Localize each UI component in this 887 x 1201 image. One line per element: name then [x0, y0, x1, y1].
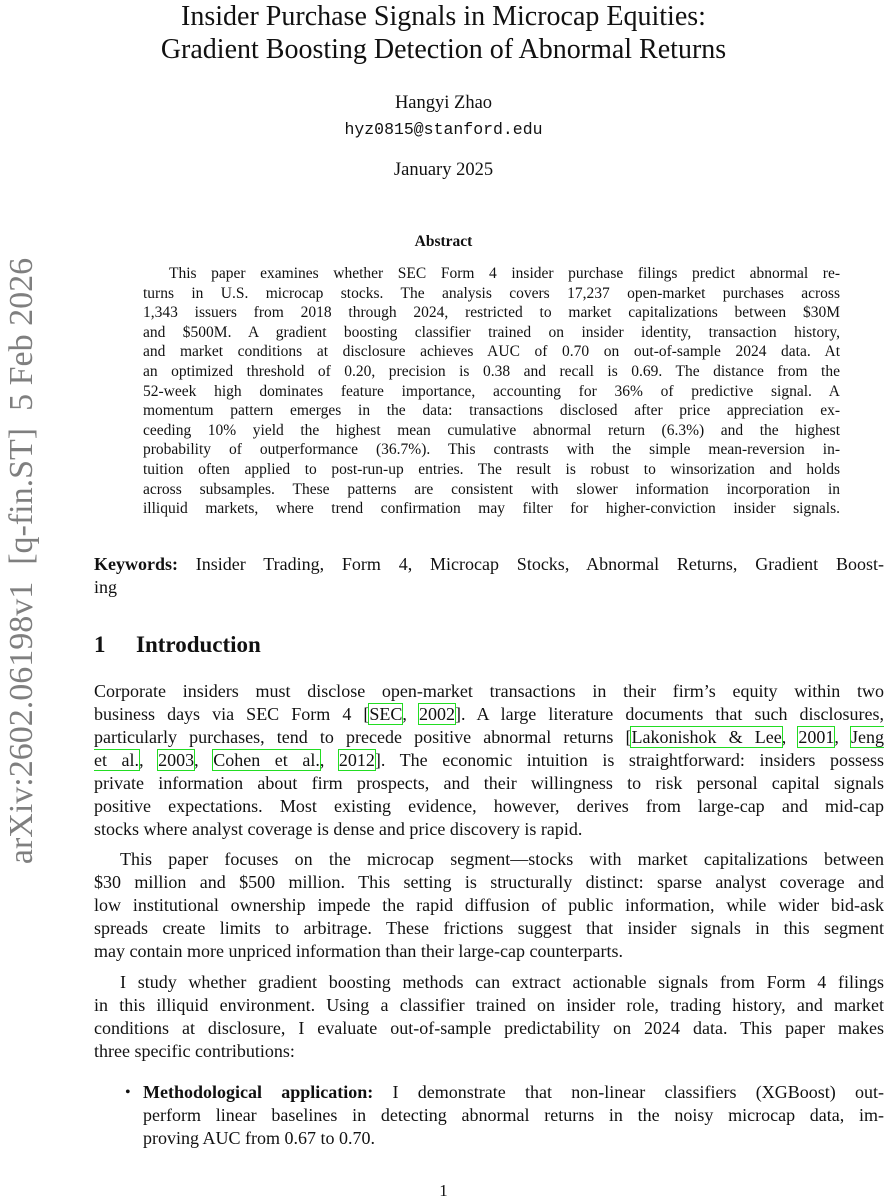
abstract-line: illiquid markets, where trend confirmation may filter for higher-conviction insider signals.	[143, 500, 840, 518]
text-segment: conditions at disclosure, I evaluate out-of-sample predictability on 2024 data. This paper makes	[94, 1018, 884, 1038]
text-segment: proving AUC from 0.67 to 0.70.	[143, 1128, 375, 1148]
section-number: 1	[94, 632, 106, 657]
text-segment: ,	[319, 750, 339, 770]
title-line: Insider Purchase Signals in Microcap Equities:	[181, 1, 706, 32]
text-line	[94, 994, 884, 1017]
title-line: Gradient Boosting Detection of Abnormal Returns	[160, 34, 727, 65]
bullet-icon: •	[125, 1084, 131, 1101]
text-segment: in this illiquid environment. Using a classifier trained on insider role, trading history, and market	[94, 995, 884, 1015]
text-segment: perform linear baselines in detecting abnormal returns in the noisy microcap data, im-	[143, 1105, 884, 1125]
text-segment: stocks where analyst coverage is dense and price discovery is rapid.	[94, 819, 583, 839]
arxiv-stamp: arXiv:2602.06198v1 [q-fin.ST] 5 Feb 2026	[3, 257, 40, 865]
text-line	[94, 772, 884, 795]
text-segment: particularly purchases, tend to precede positive abnormal returns [	[94, 727, 632, 747]
paper-date: January 2025	[393, 160, 494, 180]
text-line	[94, 848, 884, 871]
text-line	[94, 1017, 884, 1040]
keywords	[94, 553, 884, 599]
author-email: hyz0815@stanford.edu	[344, 120, 543, 139]
abstract-line: probability of outperformance (36.7%). This contrasts with the simple mean-reversion in-	[143, 441, 840, 459]
text-line	[94, 795, 884, 818]
text-segment: ,	[402, 704, 419, 724]
text-segment: low institutional ownership impede the rapid diffusion of public information, while wider bid-ask	[94, 895, 884, 915]
text-segment: positive expectations. Most existing evidence, however, derives from large-cap and mid-cap	[94, 796, 884, 816]
abstract-line: turns in U.S. microcap stocks. The analysis covers 17,237 open-market purchases across	[143, 284, 840, 302]
text-line	[94, 1040, 884, 1063]
abstract-body	[143, 264, 840, 519]
text-segment: business days via SEC Form 4 [	[94, 704, 370, 724]
citation-link[interactable]: 2001	[798, 727, 835, 747]
abstract-line: across subsamples. These patterns are consistent with slower information incorporation in	[143, 480, 840, 498]
page-number: 1	[439, 1181, 448, 1200]
citation-link[interactable]: Lakonishok & Lee	[631, 727, 782, 747]
text-segment: ,	[194, 750, 214, 770]
abstract-heading: Abstract	[414, 233, 473, 250]
intro-paragraph-1	[94, 680, 884, 841]
text-segment: I demonstrate that non-linear classifiers (XGBoost) out-	[373, 1082, 884, 1102]
text-line	[143, 1104, 884, 1127]
citation-link[interactable]: SEC	[369, 704, 403, 724]
abstract-line: 1,343 issuers from 2018 through 2024, restricted to market capitalizations between $30M	[143, 304, 840, 322]
text-segment: ,	[139, 750, 159, 770]
text-line	[94, 818, 884, 841]
keywords-line	[94, 553, 884, 576]
text-line	[94, 680, 884, 703]
text-segment: spreads create limits to arbitrage. These frictions suggest that insider signals in this segment	[94, 918, 884, 938]
text-line	[94, 749, 884, 772]
text-line	[94, 894, 884, 917]
text-segment: This paper focuses on the microcap segment—stocks with market capitalizations between	[120, 849, 884, 869]
bold-label: Methodological application:	[143, 1082, 374, 1102]
abstract-line: and $500M. A gradient boosting classifier trained on insider identity, transaction history,	[143, 323, 840, 341]
text-line	[94, 940, 884, 963]
text-line	[94, 971, 884, 994]
text-segment: ,	[781, 727, 799, 747]
contribution-bullet-1	[125, 1081, 884, 1150]
abstract-line: and market conditions at disclosure achieves AUC of 0.70 on out-of-sample 2024 data. At	[143, 343, 840, 361]
citation-link[interactable]: 2002	[418, 704, 455, 724]
text-segment: ,	[834, 727, 852, 747]
section-title: Introduction	[136, 632, 261, 657]
citation-link[interactable]: et al.	[94, 750, 140, 770]
text-line	[94, 726, 884, 749]
citation-link[interactable]: Cohen et al.	[213, 750, 320, 770]
text-segment: three specific contributions:	[94, 1041, 295, 1061]
text-segment: I study whether gradient boosting methods can extract actionable signals from Form 4 filings	[120, 972, 884, 992]
abstract-line: This paper examines whether SEC Form 4 insider purchase filings predict abnormal re-	[169, 265, 840, 282]
keywords-text: Insider Trading, Form 4, Microcap Stocks, Abnormal Returns, Gradient Boost-	[178, 554, 884, 574]
citation-link[interactable]: Jeng	[851, 727, 884, 747]
text-segment: private information about firm prospects, and their willingness to risk personal capital signals	[94, 773, 884, 793]
keywords-line: ing	[94, 577, 118, 597]
intro-paragraph-3	[94, 971, 884, 1063]
text-line	[94, 917, 884, 940]
abstract-line: 52-week high dominates feature importance, accounting for 36% of predictive signal. A	[143, 382, 840, 400]
citation-link[interactable]: 2003	[158, 750, 195, 770]
citation-link[interactable]: 2012	[338, 750, 375, 770]
text-line	[94, 871, 884, 894]
section-heading	[94, 632, 261, 658]
text-segment: may contain more unpriced information than their large-cap counterparts.	[94, 941, 623, 961]
paper-title	[0, 0, 887, 66]
text-line	[94, 703, 884, 726]
keywords-label: Keywords:	[94, 554, 178, 574]
abstract-line: momentum pattern emerges in the data: transactions disclosed after price appreciation ex-	[143, 402, 840, 420]
text-line	[143, 1081, 884, 1104]
abstract-line: tuition often applied to post-run-up entries. The result is robust to winsorization and holds	[143, 460, 840, 478]
abstract-line: an optimized threshold of 0.20, precision is 0.38 and recall is 0.69. The distance from the	[143, 362, 840, 380]
intro-paragraph-2	[94, 848, 884, 963]
author-name: Hangyi Zhao	[394, 93, 493, 113]
text-segment: $30 million and $500 million. This setting is structurally distinct: sparse analyst coverage and	[94, 872, 884, 892]
text-segment: ]. A large literature documents that such disclosures,	[454, 704, 884, 724]
text-segment: ]. The economic intuition is straightforward: insiders possess	[374, 750, 884, 770]
text-line	[143, 1127, 884, 1150]
abstract-line: ceeding 10% yield the highest mean cumulative abnormal return (6.3%) and the highest	[143, 421, 840, 439]
text-segment: Corporate insiders must disclose open-market transactions in their firm’s equity within two	[94, 681, 884, 701]
